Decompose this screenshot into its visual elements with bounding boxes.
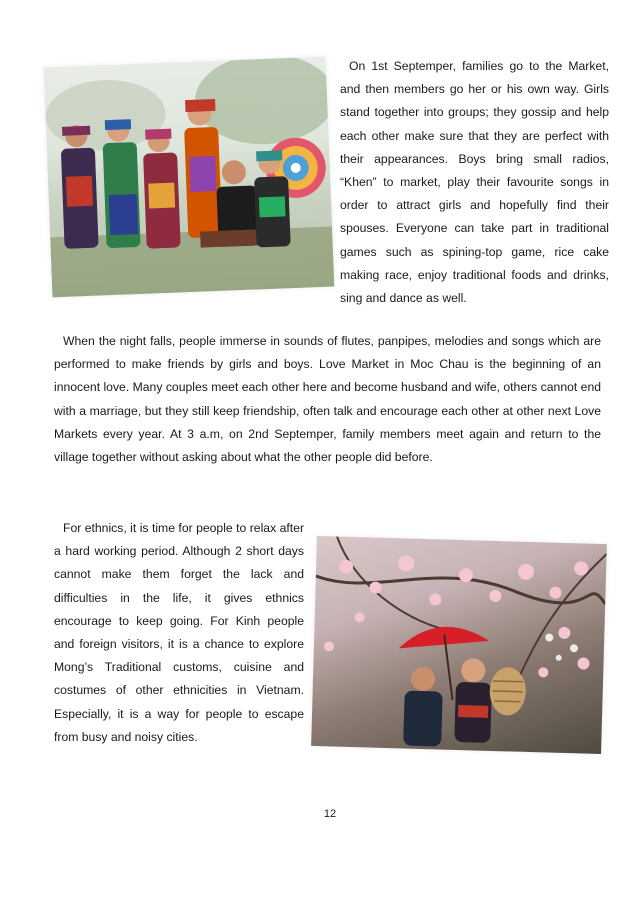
paragraph-for-ethnics: For ethnics, it is time for people to relax after a hard working period. Although 2 short days cannot make them forget the lack and difficulties in the life, it gives ethnics encourage to keep going. For Kinh people and foreign visitors, it is a chance to explore Mong’s Traditional customs, cuisine and costumes of other ethnicities in Vietnam. Especially, it is a way for people to escape from busy and noisy cities. [54,521,304,744]
paragraph-night-falls: When the night falls, people immerse in sounds of flutes, panpipes, melodies and songs which are performed to make friends by girls and boys. Love Market in Moc Chau is the beginning of an innocent love. Many couples meet each other here and become husband and wife, others cannot end with a marriage, but they still keep friendship, often talk and encourage each other at other next Love Markets every year. At 3 a.m, on 2nd Septemper, family members meet again and return to the village together without asking about what the other people did before. [54,334,601,465]
ethnic-group-photo [44,57,335,298]
couple-blossom-photo [311,536,607,754]
paragraph-market-day: On 1st Septemper, families go to the Market, and then members go her or his own way. Girls stand together into groups; they gossip and help each other make sure that they are perfect with their appearances. Boys bring small radios, “Khen” to market, play their favourite songs in order to attract girls and hopefully find their spouses. Everyone can take part in traditional games such as spining-top game, rice cake making race, enjoy traditional foods and drinks, sing and dance as well. [340,59,609,306]
ethnic-group-illustration [44,57,335,298]
couple-blossom-illustration [311,536,607,754]
page-number: 12 [323,808,337,820]
